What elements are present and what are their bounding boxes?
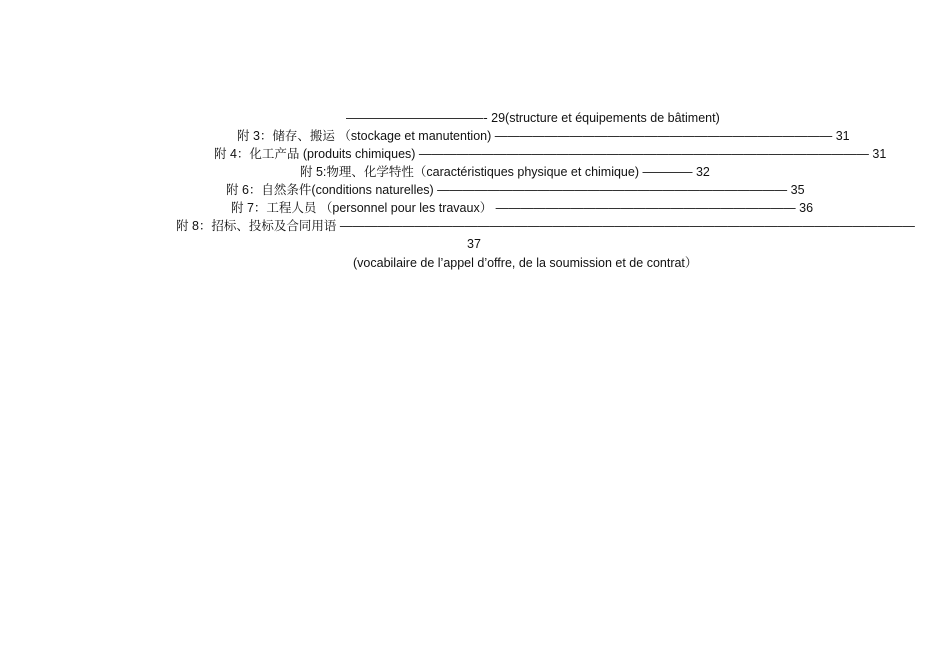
toc-line-annex-6: 附 6：自然条件(conditions naturelles) ———————————————————————————— 35 — [226, 183, 805, 197]
toc-line-annex-5: 附 5:物理、化学特性（caractéristiques physique et chimique) ———— 32 — [300, 165, 710, 179]
toc-line-annex-7: 附 7：工程人员 （personnel pour les travaux） ———————————————————————— 36 — [231, 201, 814, 215]
toc-page-number-annex-8: 37 — [467, 237, 481, 251]
toc-line-annex-8-subtitle: (vocabilaire de l’appel d’offre, de la soumission et de contrat） — [353, 256, 698, 270]
toc-line-annex-4: 附 4：化工产品 (produits chimiques) ———————————————————————————————————— 31 — [214, 147, 887, 161]
toc-line-annex-2-continued: ———————————- 29(structure et équipements de bâtiment) — [346, 111, 720, 125]
toc-line-annex-8: 附 8：招标、投标及合同用语 —————————————————————————————————————————————— — [176, 219, 915, 233]
toc-line-annex-3: 附 3：储存、搬运 （stockage et manutention) ——————————————————————————— 31 — [237, 129, 850, 143]
